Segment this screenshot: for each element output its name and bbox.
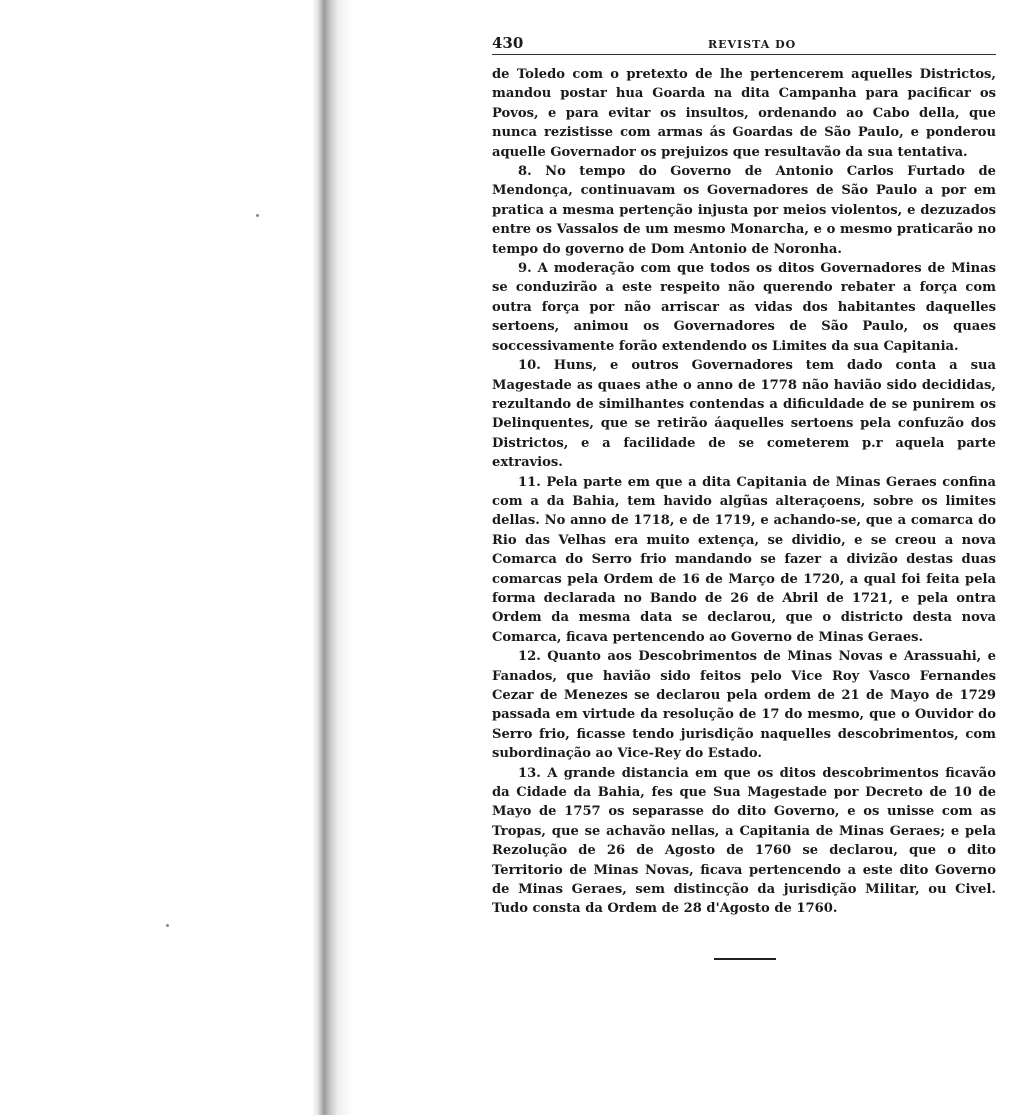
scan-speck <box>256 214 259 217</box>
paragraph-continuation: de Toledo com o pretexto de lhe pertencerem aquelles Districtos, mandou postar hua Goarda na dita Campanha para pacificar os Povos, e para evitar os insultos, ordenando ao Cabo della, que nunca rezistisse com armas ás Goardas de São Paulo, e ponderou aquelle Governador os prejuizos que resultavão da sua tentativa. <box>492 67 996 160</box>
paragraph-11: 11. Pela parte em que a dita Capitania de Minas Geraes confina com a da Bahia, tem havido algũas alteraçoens, sobre os limites dellas. No anno de 1718, e de 1719, e achando-se, que a comarca do Rio das Velhas era muito extença, se dividio, e se creou a nova Comarca do Serro frio mandando se fazer a divizão destas duas comarcas pela Ordem de 16 de Março de 1720, a qual foi feita pela forma declarada no Bando de 26 de Abril de 1721, e pela ontra Ordem da mesma data se declarou, que o districto desta nova Comarca, ficava pertencendo ao Governo de Minas Geraes. <box>492 474 996 645</box>
book-page <box>492 30 996 919</box>
end-rule <box>714 958 776 960</box>
paragraph-8: 8. No tempo do Governo de Antonio Carlos Furtado de Mendonça, continuavam os Governadores de São Paulo a por em pratica a mesma pertenção injusta por meios violentos, e dezuzados entre os Vassalos de um mesmo Monarcha, e o mesmo praticarão no tempo do governo de Dom Antonio de Noronha. <box>492 164 996 257</box>
page-number: 430 <box>492 34 524 52</box>
paragraph-9: 9. A moderação com que todos os ditos Governadores de Minas se conduzirão a este respeito não querendo rebater a força com outra força por não arriscar as vidas dos habitantes daquelles sertoens, animou os Governadores de São Paulo, os quaes soccessivamente forão extendendo os Limites da sua Capitania. <box>492 261 996 354</box>
paragraph-12: 12. Quanto aos Descobrimentos de Minas Novas e Arassuahi, e Fanados, que havião sido feitos pelo Vice Roy Vasco Fernandes Cezar de Menezes se declarou pela ordem de 21 de Mayo de 1729 passada em virtude da resolução de 17 do mesmo, que o Ouvidor do Serro frio, ficasse tendo jurisdição naquelles descobrimentos, com subordinação ao Vice-Rey do Estado. <box>492 649 996 762</box>
paragraph-10: 10. Huns, e outros Governadores tem dado conta a sua Magestade as quaes athe o anno de 1778 não havião sido decididas, rezultando de similhantes contendas a dificuldade de se punirem os Delinquentes, que se retirão áaquelles sertoens pela confuzão dos Districtos, e a facilidade de se cometerem p.r aquela parte extravios. <box>492 358 996 471</box>
running-head: REVISTA DO <box>708 38 797 51</box>
scan-speck <box>166 924 169 927</box>
paragraph-13: 13. A grande distancia em que os ditos descobrimentos ficavão da Cidade da Bahia, fes que Sua Magestade por Decreto de 10 de Mayo de 1757 os separasse do dito Governo, e os unisse com as Tropas, que se achavão nellas, a Capitania de Minas Geraes; e pela Rezolução de 26 de Agosto de 1760 se declarou, que o dito Territorio de Minas Novas, ficava pertencendo a este dito Governo de Minas Geraes, sem distincção da jurisdição Militar, ou Civel. Tudo consta da Ordem de 28 d'Agosto de 1760. <box>492 765 996 917</box>
page-header <box>492 30 996 55</box>
page-body <box>492 65 996 919</box>
book-gutter-shadow <box>312 0 352 1115</box>
